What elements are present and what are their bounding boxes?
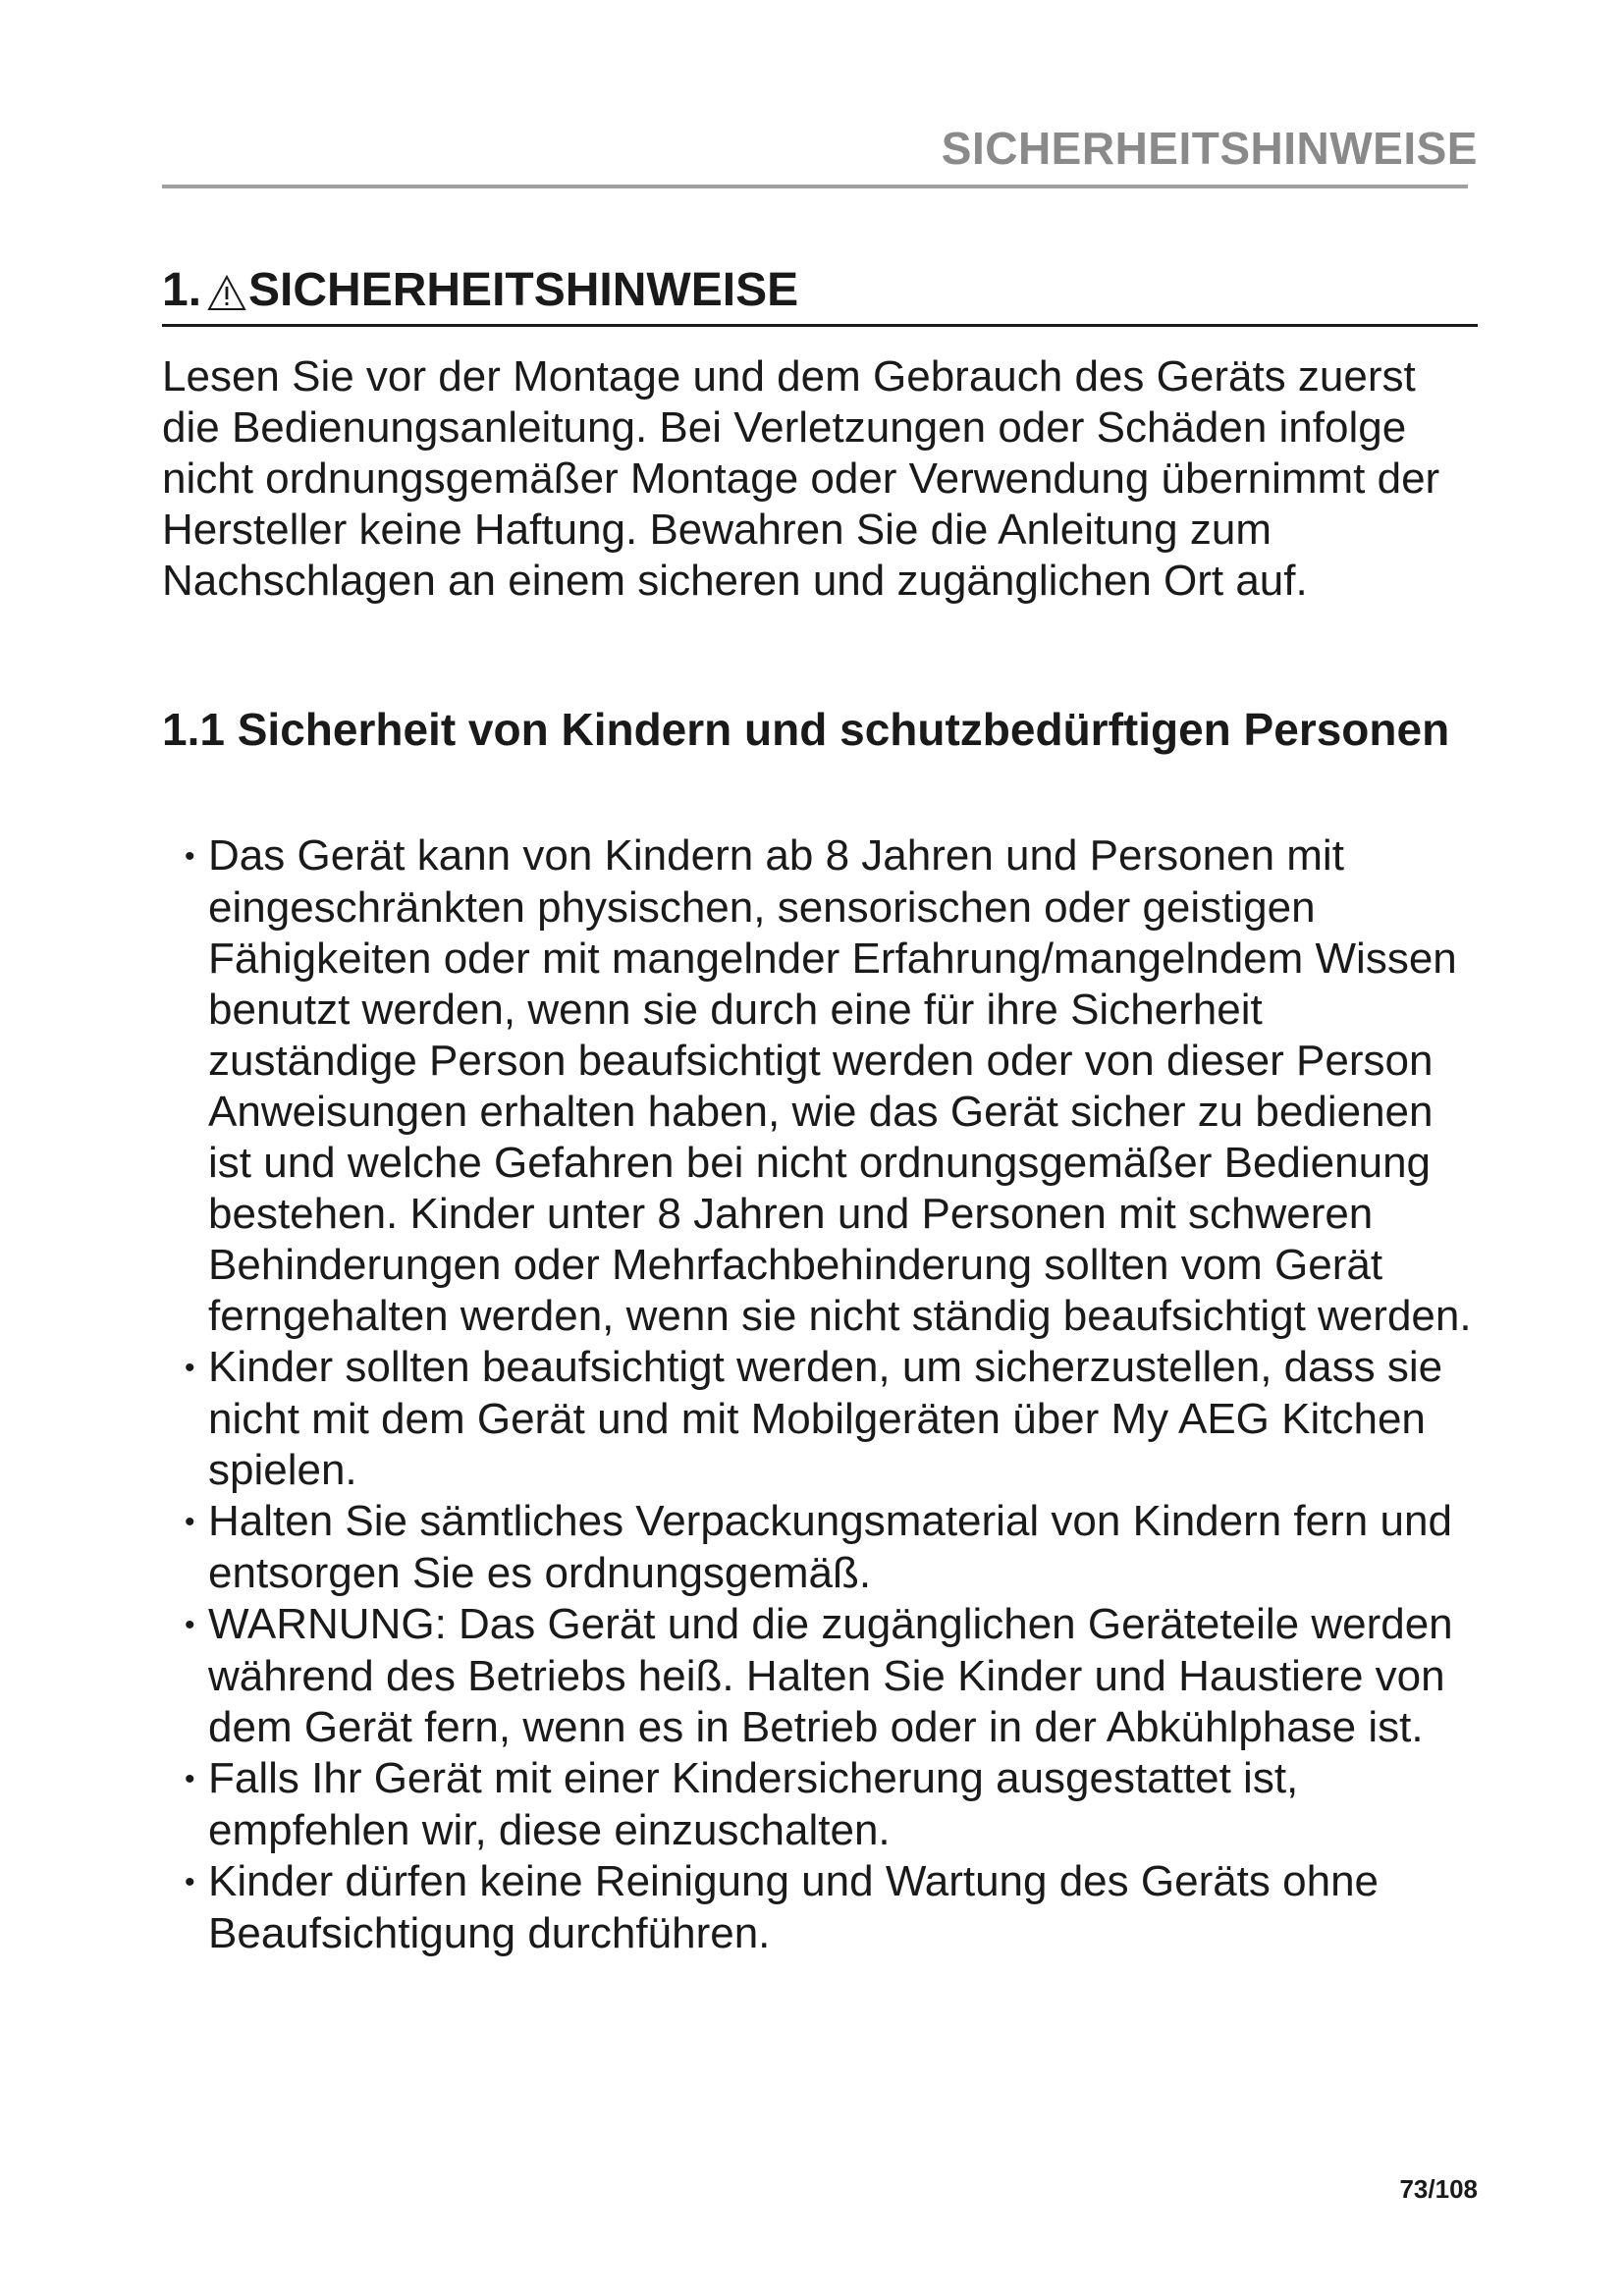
section-divider	[162, 324, 1478, 327]
list-item	[162, 1342, 1478, 1496]
list-item	[162, 1753, 1478, 1856]
header-divider	[162, 185, 1468, 188]
list-item-text: Kinder dürfen keine Reinigung und Wartung des Geräts ohne Beaufsichtigung durchführen.	[208, 1857, 1380, 1957]
list-item	[162, 1856, 1478, 1959]
list-item-text: WARNUNG: Das Gerät und die zugänglichen Geräteteile werden während des Betriebs heiß. Halten Sie Kinder und Haustiere von dem Gerät fern, wenn es in Betrieb oder in der Abkühlphase ist.	[208, 1600, 1453, 1751]
bullet-icon: •	[185, 1352, 195, 1384]
bullet-icon: •	[185, 840, 195, 873]
safety-bullet-list	[162, 830, 1478, 1959]
list-item-text: Falls Ihr Gerät mit einer Kindersicherung ausgestattet ist, empfehlen wir, diese einzuschalten.	[208, 1754, 1299, 1854]
page-number: 73/108	[1399, 2174, 1478, 2204]
list-item-text: Kinder sollten beaufsichtigt werden, um sicherzustellen, dass sie nicht mit dem Gerät und mit Mobilgeräten über My AEG Kitchen spielen.	[208, 1343, 1443, 1494]
document-page	[162, 0, 1478, 2296]
section-title-text: SICHERHEITSHINWEISE	[248, 264, 799, 316]
section-number: 1.	[162, 264, 202, 316]
bullet-icon: •	[185, 1763, 195, 1795]
running-header: SICHERHEITSHINWEISE	[941, 123, 1478, 174]
bullet-icon: •	[185, 1506, 195, 1538]
bullet-icon: •	[185, 1866, 195, 1898]
list-item-text: Das Gerät kann von Kindern ab 8 Jahren und Personen mit eingeschränkten physischen, sensorischen oder geistigen Fähigkeiten oder mit mangelnder Erfahrung/mangelndem Wissen benutzt werden, wenn sie durch eine für ihre Sicherheit zuständige Person beaufsichtigt werden oder von dieser Person Anweisungen erhalten haben, wie das Gerät sicher zu bedienen ist und welche Gefahren bei nicht ordnungsgemäßer Bedienung bestehen. Kinder unter 8 Jahren und Personen mit schweren Behinderungen oder Mehrfachbehinderung sollten vom Gerät ferngehalten werden, wenn sie nicht ständig beaufsichtigt werden.	[208, 831, 1472, 1340]
subsection-title: 1.1 Sicherheit von Kindern und schutzbedürftigen Personen	[162, 704, 1450, 755]
intro-paragraph: Lesen Sie vor der Montage und dem Gebrauch des Geräts zuerst die Bedienungsanleitung. Bei Verletzungen oder Schäden infolge nicht ordnungsgemäßer Montage oder Verwendung übernimmt der Hersteller keine Haftung. Bewahren Sie die Anleitung zum Nachschlagen an einem sicheren und zugänglichen Ort auf.	[162, 352, 1440, 605]
list-item	[162, 830, 1478, 1342]
list-item-text: Halten Sie sämtliches Verpackungsmaterial von Kindern fern und entsorgen Sie es ordnungsgemäß.	[208, 1497, 1452, 1597]
bullet-icon: •	[185, 1609, 195, 1641]
section-title	[162, 265, 798, 317]
list-item	[162, 1496, 1478, 1599]
list-item	[162, 1599, 1478, 1753]
warning-triangle-icon	[207, 274, 246, 313]
